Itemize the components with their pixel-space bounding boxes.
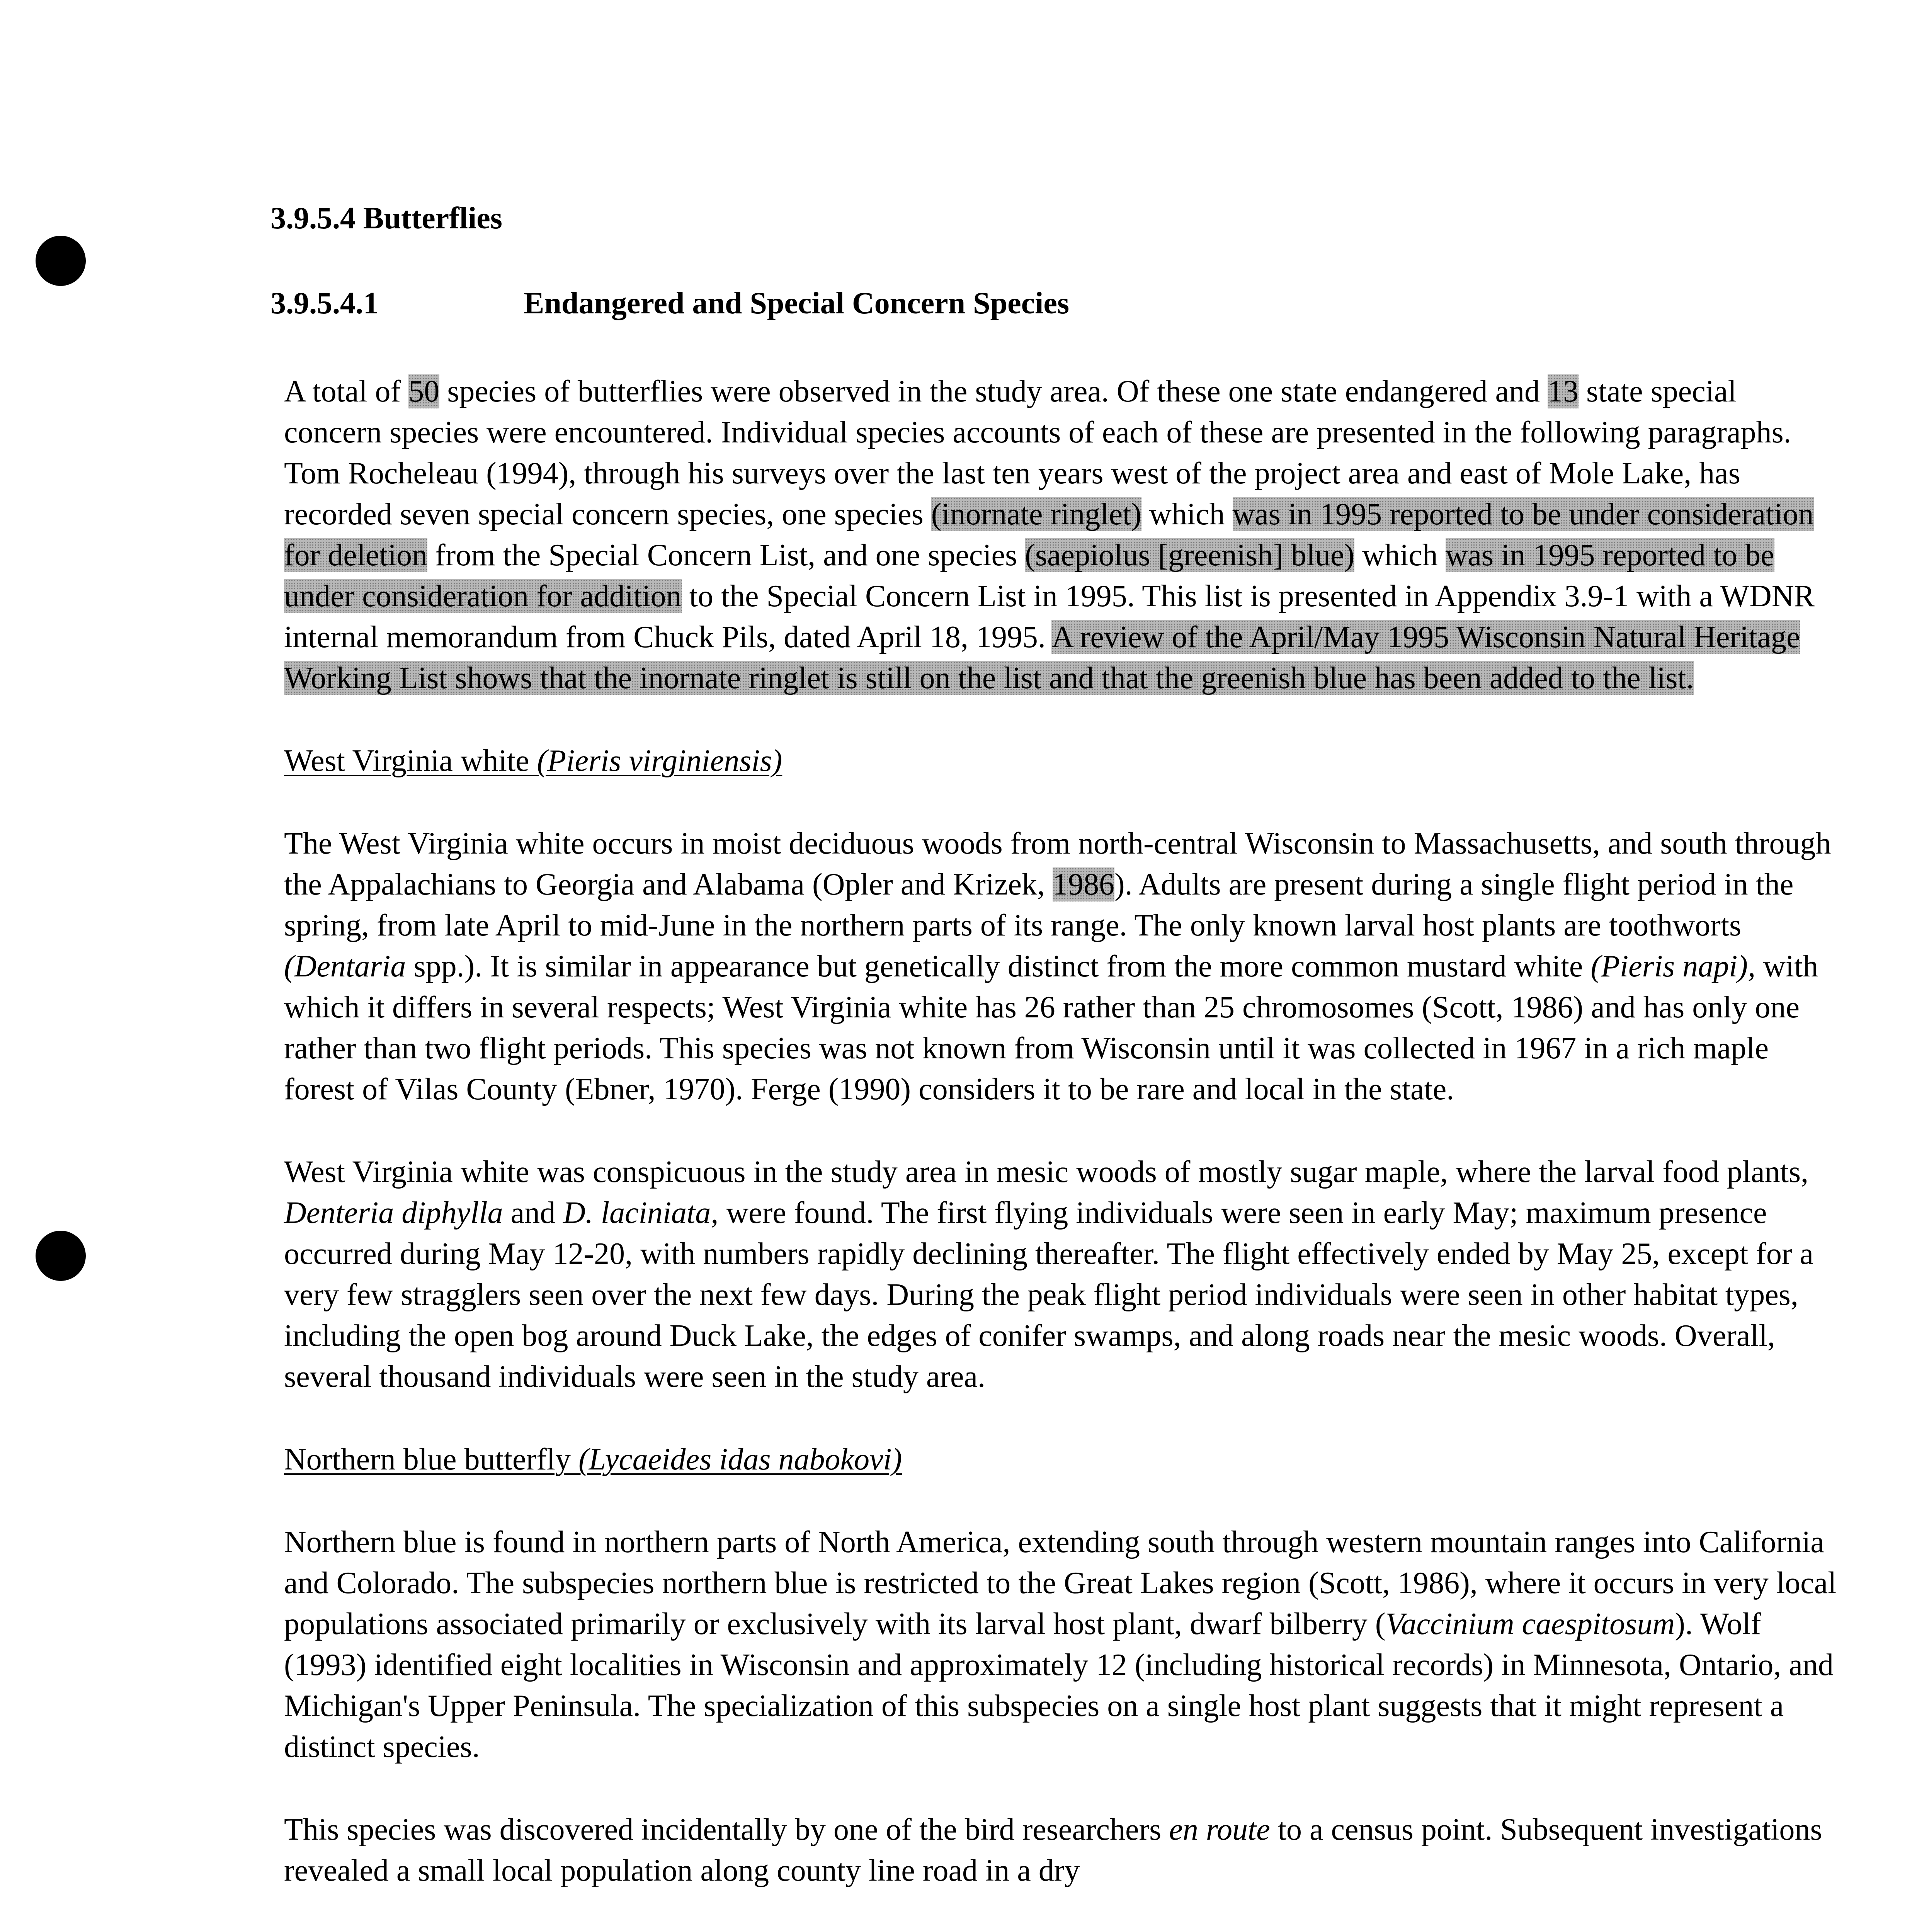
northern-blue-paragraph-1: Northern blue is found in northern parts of North America, extending south through western mountain ranges into California and Colorado. The subspecies northern blue is restricted to the Great Lakes region (Scott, 1986), where it occurs in very local populations associated primarily or exclusively with its larval host plant, dwarf bilberry (Vaccinium caespitosum). Wolf (1993) identified eight localities in Wisconsin and approximately 12 (including historical records) in Minnesota, Ontario, and Michigan's Upper Peninsula. The specialization of this subspecies on a single host plant suggests that it might represent a distinct species. (284, 1525, 1837, 1764)
subsection-heading (270, 286, 1069, 321)
west-virginia-white-paragraph-2: West Virginia white was conspicuous in the study area in mesic woods of mostly sugar maple, where the larval food plants, Denteria diphylla and D. laciniata, were found. The first flying individuals were seen in early May; maximum presence occurred during May 12-20, with numbers rapidly declining thereafter. The flight effectively ended by May 25, except for a very few stragglers seen over the next few days. During the peak flight period individuals were seen in other habitat types, including the open bog around Duck Lake, the edges of conifer swamps, and along roads near the mesic woods. Overall, several thousand individuals were seen in the study area. (284, 1155, 1813, 1394)
species-heading-northern-blue: Northern blue butterfly (Lycaeides idas nabokovi) (284, 1442, 902, 1476)
west-virginia-white-paragraph-1: The West Virginia white occurs in moist deciduous woods from north-central Wisconsin to Massachusetts, and south through the Appalachians to Georgia and Alabama (Opler and Krizek, 1986). Adults are present during a single flight period in the spring, from late April to mid-June in the northern parts of its range. The only known larval host plants are toothworts (Dentaria spp.). It is similar in appearance but genetically distinct from the more common mustard white (Pieris napi), with which it differs in several respects; West Virginia white has 26 rather than 25 chromosomes (Scott, 1986) and has only one rather than two flight periods. This species was not known from Wisconsin until it was collected in 1967 in a rich maple forest of Vilas County (Ebner, 1970). Ferge (1990) considers it to be rare and local in the state. (284, 827, 1831, 1106)
section-heading: 3.9.5.4 Butterflies (270, 201, 502, 235)
revision-highlight: 50 (408, 374, 440, 408)
binder-hole-middle (36, 1231, 86, 1281)
body-text (284, 371, 1837, 1932)
binder-hole-top (36, 236, 86, 286)
revision-highlight: (inornate ringlet) (931, 497, 1141, 531)
species-heading-west-virginia-white: West Virginia white (Pieris virginiensis) (284, 744, 782, 778)
revision-highlight: was in 1995 reported to be under consideration for addition (284, 538, 1774, 613)
subsection-number: 3.9.5.4.1 (270, 286, 379, 320)
revision-highlight: 1986 (1052, 867, 1114, 901)
revision-highlight: 13 (1547, 374, 1579, 408)
northern-blue-paragraph-2: This species was discovered incidentally by one of the bird researchers en route to a census point. Subsequent investigations revealed a small local population along county line road in a dry (284, 1813, 1822, 1888)
revision-highlight: was in 1995 reported to be under consideration for deletion (284, 497, 1814, 572)
revision-highlight: A review of the April/May 1995 Wisconsin Natural Heritage Working List shows that the inornate ringlet is still on the list and that the greenish blue has been added to the list. (284, 620, 1800, 695)
subsection-title: Endangered and Special Concern Species (524, 286, 1069, 320)
revision-highlight: (saepiolus [greenish] blue) (1025, 538, 1355, 572)
intro-paragraph: A total of 50 species of butterflies were observed in the study area. Of these one state endangered and 13 state special concern species were encountered. Individual species accounts of each of these are presented in the following paragraphs. Tom Rocheleau (1994), through his surveys over the last ten years west of the project area and east of Mole Lake, has recorded seven special concern species, one species (inornate ringlet) which was in 1995 reported to be under consideration for deletion from the Special Concern List, and one species (saepiolus [greenish] blue) which was in 1995 reported to be under consideration for addition to the Special Concern List in 1995. This list is presented in Appendix 3.9-1 with a WDNR internal memorandum from Chuck Pils, dated April 18, 1995. A review of the April/May 1995 Wisconsin Natural Heritage Working List shows that the inornate ringlet is still on the list and that the greenish blue has been added to the list. (284, 374, 1815, 695)
